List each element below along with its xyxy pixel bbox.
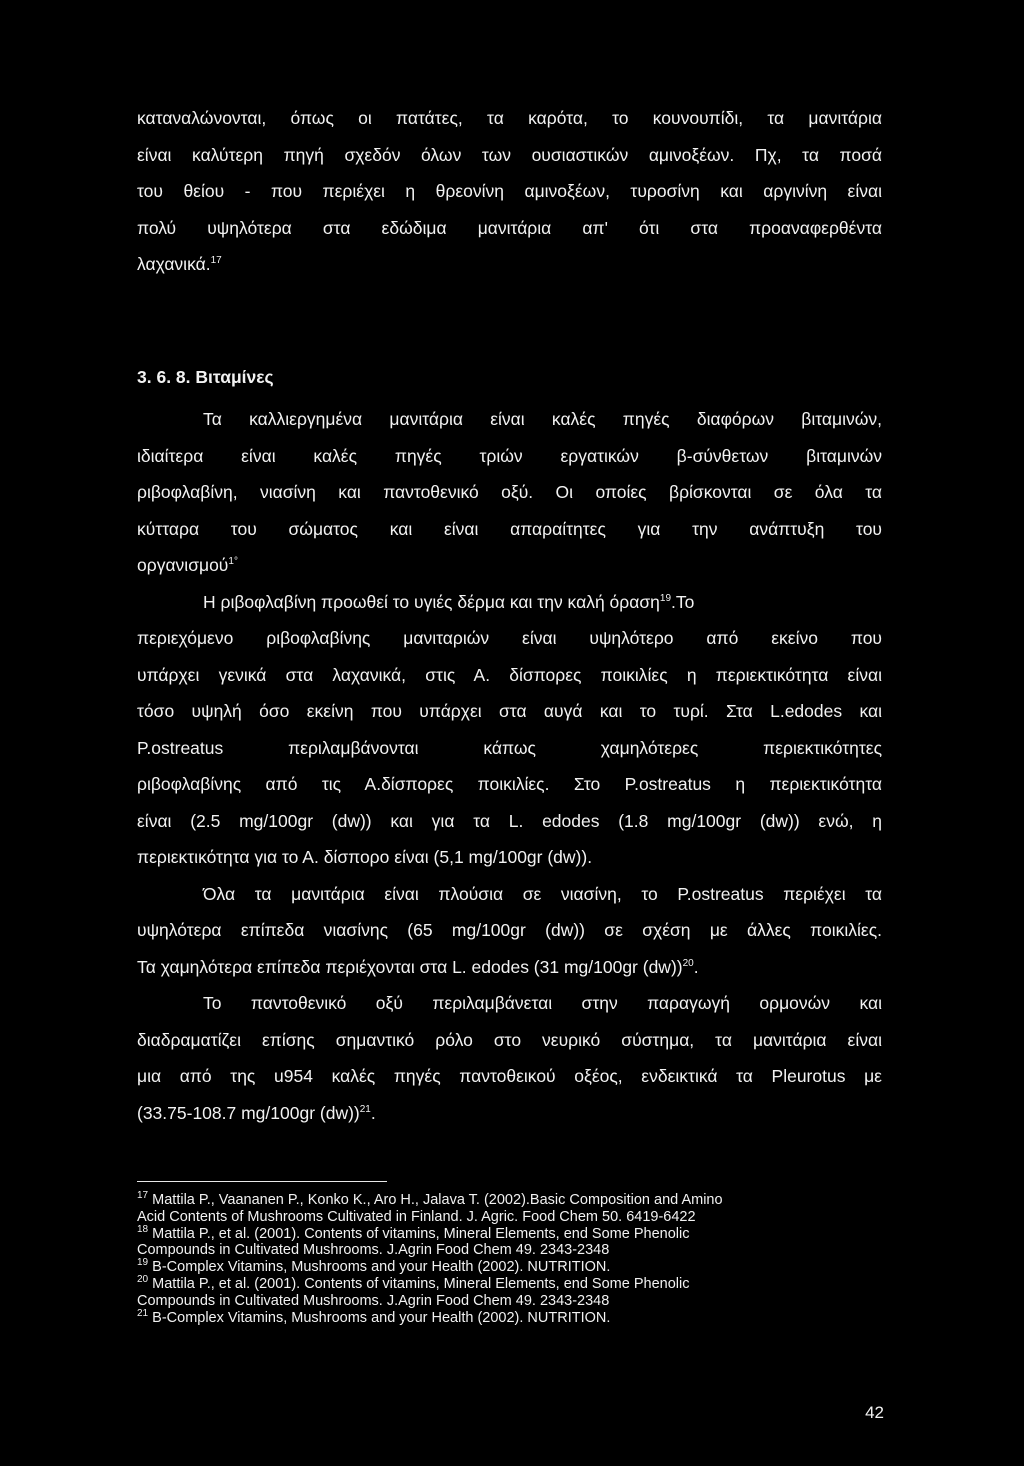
- footnote-ref: 1°: [228, 556, 238, 568]
- footnote-cont: Compounds in Cultivated Mushrooms. J.Agrin Food Chem 49. 2343-2348: [137, 1242, 610, 1259]
- footnote-ref: 19: [659, 592, 672, 604]
- text-line: υψηλότερα επίπεδα νιασίνης (65 mg/100gr (dw)) σε σχέση με άλλες ποικιλίες.: [137, 920, 882, 940]
- text-line: ριβοφλαβίνη, νιασίνη και παντοθενικό οξύ. Οι οποίες βρίσκονται σε όλα τα: [137, 482, 882, 502]
- text-line: υπάρχει γενικά στα λαχανικά, στις Α. δίσπορες ποικιλίες η περιεκτικότητα είναι: [137, 664, 882, 685]
- footnote: $^{19}$ B-Complex Vitamins, Mushrooms and your Health (2002). NUTRITION.: [137, 1257, 611, 1276]
- text-line: περιεκτικότητα για το Α. δίσπορο είναι (5,1 mg/100gr (dw)).: [137, 847, 593, 867]
- text-line: μια από της u954 καλές πηγές παντοθεικού οξέος, ενδεικτικά τα Pleurotus με: [137, 1066, 882, 1086]
- text-line: Τα καλλιεργημένα μανιτάρια είναι καλές πηγές διαφόρων βιταμινών,: [203, 409, 882, 429]
- text-line: ριβοφλαβίνης από τις Α.δίσπορες ποικιλίες. Στο P.ostreatus η περιεκτικότητα: [137, 774, 882, 794]
- footnote: $^{18}$ Mattila P., et al. (2001). Contents of vitamins, Mineral Elements, end Some Phenolic: [137, 1223, 690, 1242]
- text-line: είναι (2.5 mg/100gr (dw)) και για τα L. edodes (1.8 mg/100gr (dw)) ενώ, η: [137, 810, 882, 831]
- text-line: Η ριβοφλαβίνη προωθεί το υγιές δέρμα και την καλή όραση$^{19}$.Το: [203, 591, 695, 612]
- footnote-divider: [137, 1181, 387, 1182]
- text-line: λαχανικά.$^{17}$: [137, 254, 222, 274]
- text-line: του θείου - που περιέχει η θρεονίνη αμινοξέων, τυροσίνη και αργινίνη είναι: [137, 181, 882, 201]
- text-line: Το παντοθενικό οξύ περιλαμβάνεται στην παραγωγή ορμονών και: [203, 993, 882, 1013]
- amino-acid-paragraph: [137, 100, 882, 283]
- footnote-ref: 21: [359, 1103, 371, 1115]
- footnote: $^{21}$ B-Complex Vitamins, Mushrooms and your Health (2002). NUTRITION.: [137, 1307, 611, 1326]
- text-line: είναι καλύτερη πηγή σχεδόν όλων των ουσιαστικών αμινοξέων. Πχ, τα ποσά: [137, 144, 882, 165]
- footnote: $^{20}$ Mattila P., et al. (2001). Contents of vitamins, Mineral Elements, end Some Phenolic: [137, 1274, 690, 1292]
- page-number: 42: [865, 1403, 884, 1422]
- text-line: Όλα τα μανιτάρια είναι πλούσια σε νιασίνη, το P.ostreatus περιέχει τα: [203, 883, 882, 904]
- text-line: Τα χαμηλότερα επίπεδα περιέχονται στα L. edodes (31 mg/100gr (dw))$^{20}$.: [137, 956, 699, 977]
- footnote-ref: 17: [210, 255, 222, 267]
- vitamins-paragraph: [137, 401, 882, 1131]
- text-line: καταναλώνονται, όπως οι πατάτες, τα καρότα, το κουνουπίδι, τα μανιτάρια: [137, 108, 882, 128]
- section-heading: [137, 359, 882, 396]
- text-line: οργανισμού$^{1^\circ}$: [137, 555, 238, 575]
- text-line: P.ostreatus περιλαμβάνονται κάπως χαμηλότερες περιεκτικότητες: [137, 737, 882, 758]
- text-line: ιδιαίτερα είναι καλές πηγές τριών εργατικών β-σύνθετων βιταμινών: [137, 445, 882, 466]
- footnote-cont: Compounds in Cultivated Mushrooms. J.Agrin Food Chem 49. 2343-2348: [137, 1292, 610, 1309]
- footnote: $^{17}$ Mattila P., Vaananen P., Konko K., Aro H., Jalava T. (2002).Basic Composition and Amino: [137, 1190, 723, 1208]
- text-line: περιεχόμενο ριβοφλαβίνης μανιταριών είναι υψηλότερο από εκείνο που: [137, 628, 882, 648]
- text-line: διαδραματίζει επίσης σημαντικό ρόλο στο νευρικό σύστημα, τα μανιτάρια είναι: [137, 1029, 882, 1050]
- text-line: πολύ υψηλότερα στα εδώδιμα μανιτάρια απ' ότι στα προαναφερθέντα: [137, 217, 882, 238]
- footnotes: [137, 1192, 882, 1326]
- footnote-cont: Acid Contents of Mushrooms Cultivated in Finland. J. Agric. Food Chem 50. 6419-6422: [137, 1208, 696, 1225]
- text-line: κύτταρα του σώματος και είναι απαραίτητες για την ανάπτυξη του: [137, 518, 882, 539]
- text-line: τόσο υψηλή όσο εκείνη που υπάρχει στα αυγά και το τυρί. Στα L.edodes και: [137, 701, 882, 721]
- heading-text: 3. 6. 8. Βιταμίνες: [137, 367, 274, 387]
- text-line: (33.75-108.7 mg/100gr (dw))$^{21}$.: [137, 1102, 376, 1123]
- footnote-ref: 20: [682, 957, 694, 969]
